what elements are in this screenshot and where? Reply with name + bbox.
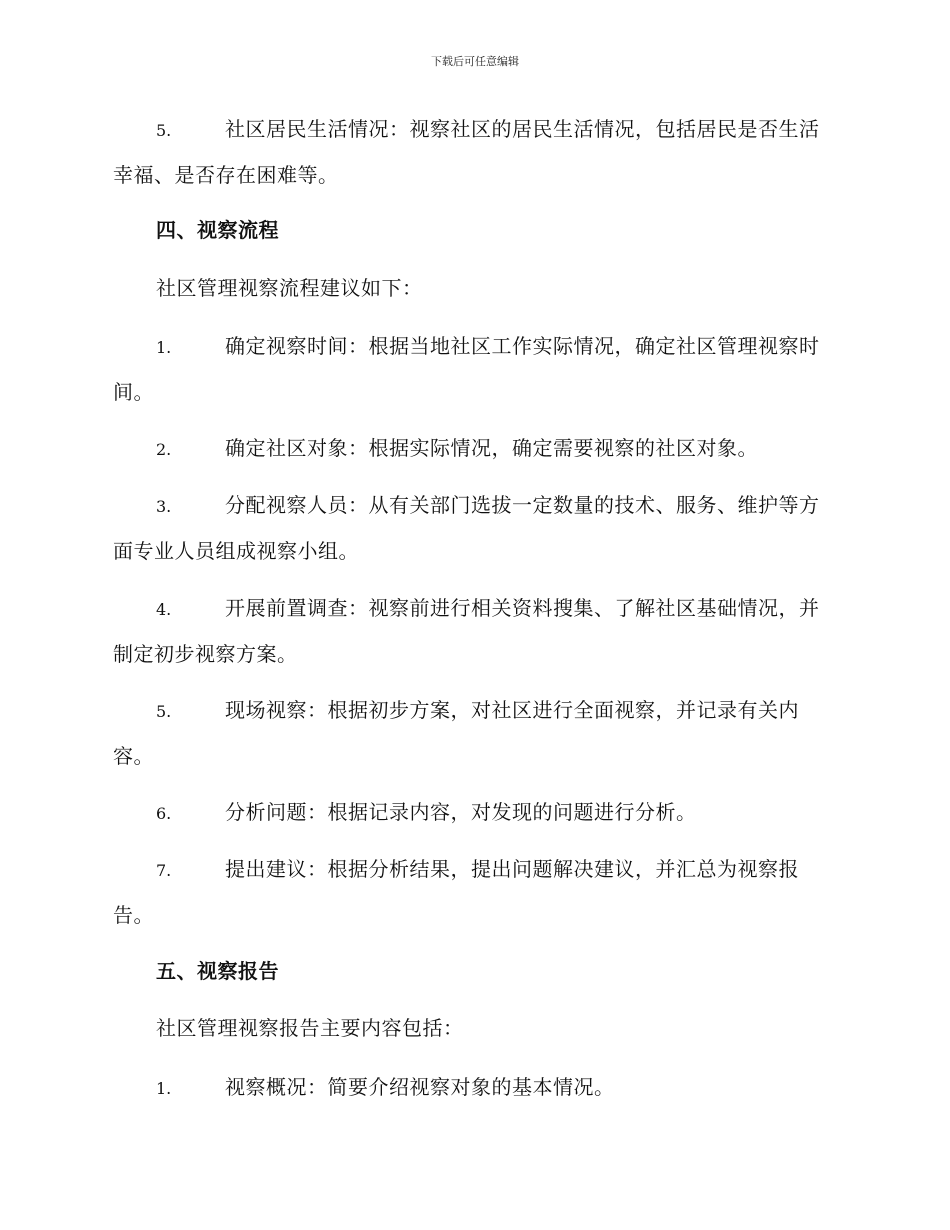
list-item	[113, 790, 837, 836]
page-header: 下载后可任意编辑	[431, 55, 519, 68]
list-number: 4.	[156, 600, 172, 619]
list-text: 社区居民生活情况：视察社区的居民生活情况，包括居民是否生活幸福、是否存在困难等。	[113, 117, 820, 187]
list-number: 5.	[156, 121, 172, 140]
paragraph: 社区管理视察报告主要内容包括：	[156, 1016, 464, 1040]
list-text: 确定视察时间：根据当地社区工作实际情况，确定社区管理视察时间。	[113, 334, 820, 404]
list-item	[113, 107, 837, 198]
list-number: 3.	[156, 497, 172, 516]
list-text: 开展前置调查：视察前进行相关资料搜集、了解社区基础情况，并制定初步视察方案。	[113, 596, 820, 666]
list-text: 分配视察人员：从有关部门选拔一定数量的技术、服务、维护等方面专业人员组成视察小组。	[113, 493, 820, 563]
list-text: 现场视察：根据初步方案，对社区进行全面视察，并记录有关内容。	[113, 698, 799, 768]
list-item	[113, 586, 837, 677]
list-number: 1.	[156, 338, 172, 357]
list-item	[113, 688, 837, 779]
section-heading: 五、视察报告	[156, 959, 279, 983]
list-number: 1.	[156, 1079, 172, 1098]
section-heading: 四、视察流程	[156, 218, 279, 242]
list-number: 2.	[156, 440, 172, 459]
list-number: 7.	[156, 861, 172, 880]
list-item	[113, 426, 837, 472]
list-item	[113, 483, 837, 574]
list-number: 5.	[156, 702, 172, 721]
list-item	[113, 324, 837, 415]
list-number: 6.	[156, 804, 172, 823]
list-text: 提出建议：根据分析结果，提出问题解决建议，并汇总为视察报告。	[113, 857, 799, 927]
list-text: 确定社区对象：根据实际情况，确定需要视察的社区对象。	[225, 436, 758, 460]
list-text: 视察概况：简要介绍视察对象的基本情况。	[225, 1075, 615, 1099]
list-text: 分析问题：根据记录内容，对发现的问题进行分析。	[225, 800, 697, 824]
list-item	[113, 847, 837, 938]
paragraph: 社区管理视察流程建议如下：	[156, 276, 423, 300]
list-item	[113, 1065, 837, 1111]
